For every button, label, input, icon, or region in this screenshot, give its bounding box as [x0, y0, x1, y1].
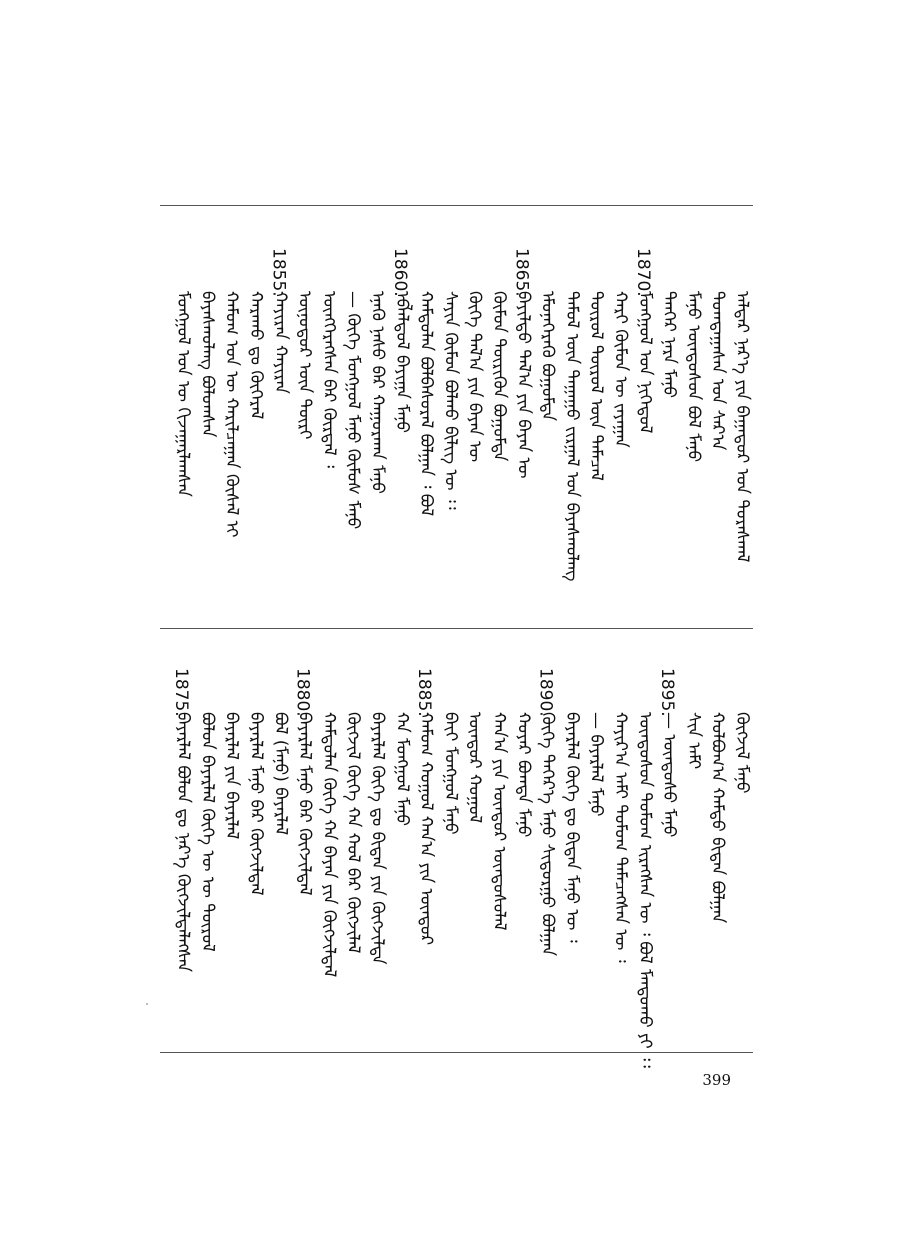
- line-number: 1870.: [632, 248, 653, 297]
- line-number: 1855.: [268, 248, 289, 297]
- verse-line: ᠪᠠᠶᠠᠷᠯᠠᠯ ᠶᠢᠨ ᠪᠠᠶᠠᠷᠯᠠᠯ: [221, 712, 242, 840]
- verse-line: ᠦᠨᠳᠦᠷ ᠬᠣᠭᠤᠯ: [464, 712, 485, 824]
- verse-line: ᠪᠣᠯ (ᠮᠠᠨᠤ) ᠪᠠᠶᠠᠷᠯᠠᠯ: [270, 712, 291, 836]
- bottom-rule: [160, 1052, 753, 1053]
- verse-line: ᠡᠮᠦᠨᠡᠬᠡᠷᠡᠬᠦ ᠪᠣᠭᠣᠮᠲᠠ: [537, 291, 558, 421]
- verse-line: ᠬᠠᠶᠢᠷᠠᠨ ᠬᠠᠶᠢᠷᠠᠨ: [270, 291, 291, 394]
- verse-line: ᠲᠡᠨᠭᠡᠷ ᠨᠠᠷᠠ ᠮᠠᠨᠤ: [659, 291, 680, 399]
- verse-line: ᠬᠥᠬᠡ ᠳᠡᠭᠡᠷ᠎ᠡ ᠮᠠᠨᠤ ᠰᠢᠳᠤᠷᠭᠤ ᠪᠣᠯᠭᠠᠨ: [537, 712, 558, 956]
- verse-line: ᠪᠠᠶᠠᠷᠯᠠᠯ ᠮᠠᠨᠤ ᠪᠡᠷ ᠬᠥᠭᠵᠢᠯᠲᠡᠯ: [246, 712, 266, 896]
- verse-line: ᠮᠠᠨᠤ ᠦᠨᠳᠦᠰᠦᠨ ᠪᠣᠯ ᠮᠠᠨᠤ: [683, 291, 704, 463]
- line-number: 1860.: [389, 248, 410, 297]
- top-rule: [160, 205, 753, 206]
- verse-line: ᠬᠥᠭᠵᠢᠯ ᠬᠥᠬᠡ ᠬᠠ ᠬᠣᠯ ᠪᠡᠷ ᠬᠥᠭᠵᠢᠯᠡᠯ: [343, 712, 364, 954]
- line-number: 1895.: [657, 668, 678, 717]
- verse-line: ᠦᠨᠳᠦᠰᠦᠨ ᠳᠣᠮᠣᠭ ᠢᠷᠡᠭᠰᠡᠨ ᠦ ᠄ ᠪᠣᠯ ᠮᠠᠨᠳᠤᠬᠤ ᠶᠢ ᠄᠄: [634, 712, 655, 1068]
- verse-line: ᠲᠣᠭᠲᠠᠭᠠᠰᠠᠨ ᠣᠨ ᠰᠠᠷ᠎ᠠ: [707, 291, 728, 451]
- verse-line: ᠬᠥᠭᠵᠢᠯ ᠮᠠᠨᠤ: [732, 712, 752, 794]
- verse-line: ᠪᠠᠶᠠᠷᠯᠠᠯ ᠪᠣᠯᠤᠨ ᠳᠤ ᠨᠡᠷ᠎ᠡ ᠬᠥᠭᠵᠢᠯᠲᠡᠯᠡᠭᠰᠡᠨ: [173, 712, 194, 973]
- line-number: 1885.: [414, 668, 435, 717]
- verse-line: ᠬᠠᠷᠢ ᠬᠥᠮᠦᠨ ᠦ ᠵᠠᠶᠠᠭᠠᠨ: [610, 291, 631, 448]
- verse-line: ᠬᠠᠮᠲᠤᠯᠠᠨ ᠬᠥᠬᠡ ᠬᠠ ᠪᠠᠶᠠᠨ ᠶᠢᠨ ᠬᠥᠭᠵᠢᠯᠲᠡᠯ: [318, 712, 339, 978]
- verse-line: ᠪᠠᠶᠠᠷᠯᠠᠯ ᠬᠥᠬᠡ ᠳᠤ ᠪᠢᠳᠡᠨ ᠶᠢᠨ ᠬᠥᠭᠵᠢᠯᠲᠡ: [367, 712, 388, 965]
- verse-line: ᠰᠢᠨ ᠠᠮᠢ: [683, 712, 704, 770]
- verse-line: ᠬᠠᠨ᠎ᠠ ᠶᠢᠨ ᠦᠨᠳᠦᠷ ᠦᠨᠳᠦᠰᠦᠯᠡᠯ: [489, 712, 509, 931]
- verse-line: ᠪᠠᠶᠢᠯᠳᠤ ᠲᠠᠯ᠎ᠠ ᠶᠢᠨ ᠪᠠᠶᠠᠨ ᠦ: [513, 291, 534, 479]
- verse-line: ᠲᠥᠷᠦᠯ ᠲᠥᠷᠦᠯ ᠦᠨ ᠲᠡᠮᠡᠴᠡᠯ: [586, 291, 607, 481]
- verse-line: ᠪᠠᠶᠠᠷᠯᠠᠯ ᠮᠠᠨᠤ ᠪᠡᠷ ᠬᠥᠭᠵᠢᠯᠲᠡᠯ: [294, 712, 315, 896]
- verse-line: — ᠬᠥᠬᠡ ᠮᠣᠩᠭᠣᠯ ᠮᠠᠨᠤ ᠬᠦᠮᠦᠰ ᠮᠠᠨᠤ: [343, 291, 364, 530]
- verse-line: ᠬᠣᠶᠠᠷ ᠪᠣᠭᠳᠠ ᠮᠠᠨᠤ: [513, 712, 534, 838]
- verse-line: — ᠪᠠᠶᠠᠷᠯᠠᠯ ᠮᠠᠨᠤ: [586, 712, 607, 817]
- line-number: 1865.: [511, 248, 532, 297]
- verse-line: ᠬᠠ ᠮᠣᠩᠭᠣᠯ ᠮᠠᠨᠤ: [391, 712, 412, 827]
- verse-line: ᠬᠠᠶᠢᠷ᠎ᠠ ᠠᠮᠢ ᠳᠣᠮᠣᠭ ᠲᠡᠮᠡᠴᠡᠭᠰᠡᠨ ᠦ ᠄: [610, 712, 631, 963]
- verse-line: ᠬᠠᠮᠤᠭ ᠬᠣᠭᠤᠯ ᠬᠠᠨ᠎ᠠ ᠶᠢᠨ ᠦᠨᠳᠦᠷ: [416, 712, 437, 946]
- verse-line: ᠬᠣᠯᠪᠣᠭ᠎ᠠ ᠬᠠᠮᠲᠤ ᠪᠢᠳᠡᠨ ᠪᠣᠯᠭᠠᠨ: [707, 712, 728, 924]
- verse-line: ᠬᠥᠬᠡ ᠲᠠᠯ᠎ᠠ ᠶᠢᠨ ᠪᠠᠶᠠᠨ ᠦ: [464, 291, 485, 463]
- verse-line: ᠥᠨᠥᠳᠦᠷ ᠦᠨ ᠳᠦᠷᠢ: [294, 291, 315, 440]
- page-number: 399: [702, 1071, 731, 1089]
- verse-line: ᠪᠠᠶᠠᠷᠯᠠᠯ ᠬᠥᠬᠡ ᠳᠤ ᠪᠢᠳᠡᠨ ᠮᠠᠨᠤ ᠦ ᠄: [561, 712, 582, 943]
- verse-line: ᠬᠦᠮᠦᠨ ᠲᠦᠷᠢᠭᠦᠨ ᠪᠣᠭᠣᠮᠲᠠ: [489, 291, 509, 462]
- line-number: 1890.: [535, 668, 556, 717]
- verse-line: ᠠᠯᠳᠠᠷ ᠨᠡᠷ᠎ᠡ ᠶᠢᠨ ᠪᠠᠭᠠᠲᠤᠷ ᠤᠨ ᠳᠤᠷᠠᠰᠬᠠᠯ: [732, 291, 752, 563]
- verse-line: ᠲᠡᠮᠦᠯ ᠦᠨ ᠳᠠᠭᠠᠭᠤ ᠵᠢᠷᠭᠠᠯ ᠤᠨ ᠪᠠᠶᠠᠰᠬᠤᠯᠠᠩ: [561, 291, 582, 582]
- line-number: 1875.: [171, 668, 192, 717]
- verse-line: ᠪᠣᠯᠤᠨ ᠪᠠᠶᠠᠷᠯᠠᠯ ᠬᠥᠬᠡ ᠦ ᠦ ᠲᠥᠷᠦᠯ: [197, 712, 218, 952]
- verse-line: ᠬᠠᠷᠠᠬᠤ ᠳᠤ ᠬᠥᠬᠡᠷᠡᠯ: [246, 291, 266, 420]
- verse-line: ᠰᠠᠶᠢᠨ ᠬᠦᠮᠦᠨ ᠪᠣᠯᠬᠤ ᠪᠢᠯᠢᠭ ᠦ ᠄᠄: [440, 291, 461, 510]
- verse-line: ᠡᠨᠡᠬᠦ ᠨᠠᠰᠤ ᠪᠡᠷ ᠬᠠᠭᠤᠷᠬᠠᠨ ᠮᠠᠨᠤ: [367, 291, 388, 494]
- verse-line: ᠪᠠᠶᠠᠰᠬᠤᠯᠠᠩ ᠪᠤᠯᠤᠭᠰᠠᠨ: [197, 291, 218, 438]
- middle-rule: [160, 628, 753, 629]
- verse-line: ᠬᠠᠮᠤᠭ ᠤᠨ ᠦ ᠬᠠᠷᠢᠯᠴᠠᠭᠠᠨ ᠬᠥᠰᠡᠯ ᠢ: [221, 291, 242, 538]
- line-number: 1880.: [292, 668, 313, 717]
- verse-line: ᠡᠪᠯᠡᠯᠳᠦᠯ ᠪᠠᠶᠢᠭᠠ ᠮᠠᠨᠤ: [391, 291, 412, 434]
- verse-line: ᠮᠣᠩᠭᠣᠯ ᠤᠨ ᠦ ᠬᠢᠵᠠᠭᠠᠷᠯᠠᠭᠰᠠᠨ: [173, 291, 194, 497]
- verse-line: ᠮᠣᠩᠭᠣᠯ ᠤᠨ ᠨᠢᠭᠡᠳᠦᠯ: [634, 291, 655, 434]
- scan-speck: [146, 1003, 148, 1005]
- verse-line: ᠬᠠᠮᠲᠤᠯᠠᠨ ᠪᠣᠯᠪᠠᠰᠤᠷᠠᠯ ᠪᠣᠯᠭᠠᠨ ᠄ ᠪᠣᠯ: [416, 291, 437, 517]
- verse-line: — ᠦᠨᠳᠦᠰᠦ ᠮᠠᠨᠤ: [659, 712, 680, 838]
- verse-line: ᠥᠩᠭᠡᠷᠡᠭᠰᠡᠨ ᠪᠡᠷ ᠬᠦᠷᠲᠡᠯ ᠄: [318, 291, 339, 468]
- verse-line: ᠪᠠᠶ᠋ᠢ ᠮᠣᠩᠭᠣᠯ ᠮᠠᠨᠤ: [440, 712, 461, 835]
